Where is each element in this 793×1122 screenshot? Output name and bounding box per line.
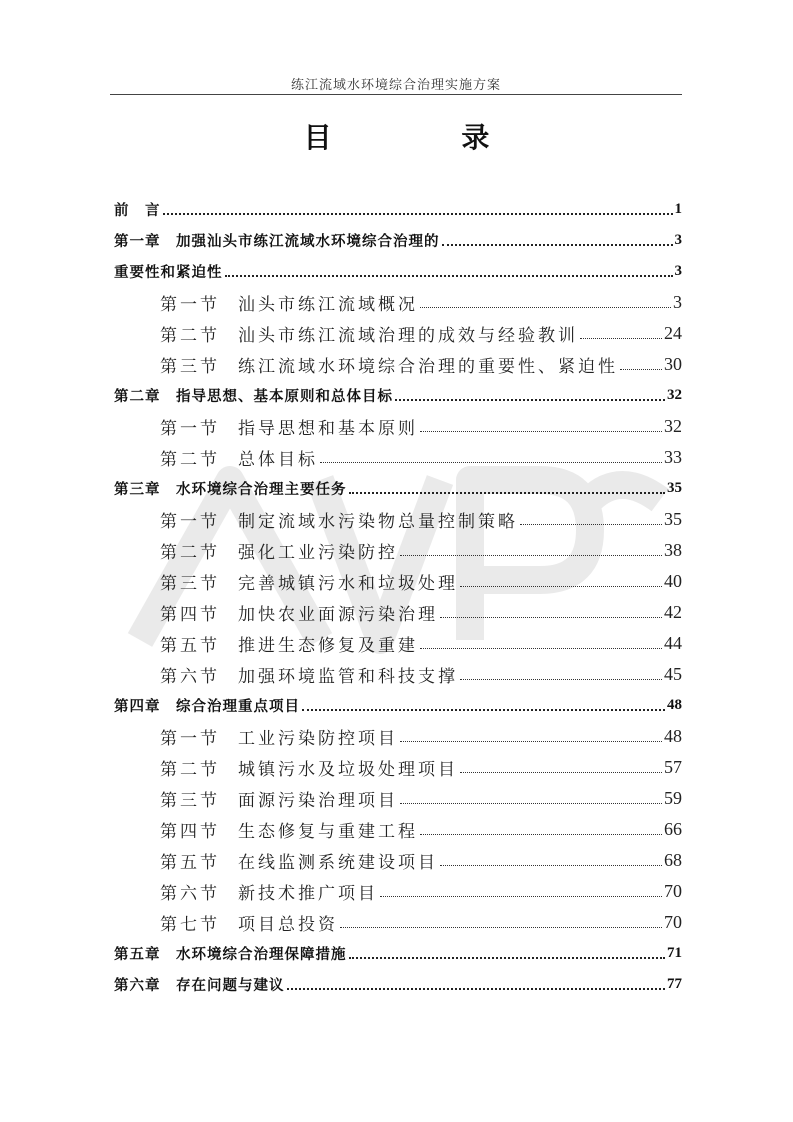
toc-entry-label	[160, 569, 458, 594]
toc-section-number: 第一节	[160, 729, 220, 749]
dot-leader	[580, 337, 662, 339]
toc-page-number: 70	[664, 912, 682, 932]
toc-page-number: 71	[667, 945, 682, 961]
dot-leader	[460, 585, 662, 587]
toc-section-entry[interactable]	[114, 752, 682, 783]
toc-chapter-entry[interactable]	[114, 194, 682, 225]
header-rule	[110, 94, 682, 95]
toc-entry-label: 重要性和紧迫性	[114, 265, 223, 281]
toc-section-number: 第六节	[160, 884, 220, 904]
toc-entry-label: 第二章 指导思想、基本原则和总体目标	[114, 389, 393, 405]
toc-page-number: 1	[674, 201, 682, 217]
toc-section-title: 新技术推广项目	[238, 884, 378, 904]
toc-page-number: 33	[664, 447, 682, 467]
toc-section-entry[interactable]	[114, 659, 682, 690]
toc-page-number: 48	[664, 726, 682, 746]
dot-leader	[440, 616, 662, 618]
toc-section-entry[interactable]	[114, 318, 682, 349]
toc-section-title: 加强环境监管和科技支撑	[238, 667, 458, 687]
dot-leader	[420, 430, 662, 432]
toc-chapter-entry[interactable]	[114, 690, 682, 721]
toc-section-entry[interactable]	[114, 287, 682, 318]
toc-page-number: 70	[664, 881, 682, 901]
dot-leader	[460, 678, 662, 680]
table-of-contents	[114, 194, 682, 1000]
toc-section-number: 第七节	[160, 915, 220, 935]
toc-entry-label	[160, 445, 318, 470]
toc-chapter-entry[interactable]	[114, 938, 682, 969]
toc-section-number: 第一节	[160, 295, 220, 315]
toc-section-number: 第二节	[160, 326, 220, 346]
dot-leader	[340, 926, 662, 928]
toc-section-number: 第三节	[160, 791, 220, 811]
dot-leader	[620, 368, 662, 370]
toc-chapter-entry[interactable]	[114, 969, 682, 1000]
toc-section-entry[interactable]	[114, 907, 682, 938]
toc-entry-label	[160, 755, 458, 780]
toc-section-title: 生态修复与重建工程	[238, 822, 418, 842]
toc-section-title: 在线监测系统建设项目	[238, 853, 438, 873]
toc-page-number: 38	[664, 540, 682, 560]
dot-leader	[302, 708, 665, 711]
toc-section-title: 制定流域水污染物总量控制策略	[238, 512, 518, 532]
toc-section-entry[interactable]	[114, 442, 682, 473]
toc-page-number: 45	[664, 664, 682, 684]
toc-entry-label: 第三章 水环境综合治理主要任务	[114, 482, 347, 498]
toc-entry-label	[160, 724, 398, 749]
dot-leader	[440, 864, 662, 866]
toc-entry-label: 第五章 水环境综合治理保障措施	[114, 947, 347, 963]
dot-leader	[420, 306, 671, 308]
toc-page-number: 59	[664, 788, 682, 808]
toc-entry-label: 第六章 存在问题与建议	[114, 978, 285, 994]
toc-page-number: 48	[667, 697, 682, 713]
toc-entry-label	[160, 817, 418, 842]
toc-chapter-entry[interactable]	[114, 473, 682, 504]
toc-entry-label	[160, 600, 438, 625]
toc-entry-label	[160, 879, 378, 904]
toc-page-number: 32	[664, 416, 682, 436]
toc-page-number: 3	[674, 263, 682, 279]
toc-section-number: 第五节	[160, 853, 220, 873]
dot-leader	[287, 987, 666, 990]
toc-entry-label	[160, 848, 438, 873]
dot-leader	[400, 802, 662, 804]
toc-section-entry[interactable]	[114, 566, 682, 597]
toc-section-title: 强化工业污染防控	[238, 543, 398, 563]
dot-leader	[163, 212, 673, 215]
dot-leader	[420, 647, 662, 649]
toc-section-number: 第二节	[160, 450, 220, 470]
toc-section-entry[interactable]	[114, 876, 682, 907]
toc-page-number: 35	[664, 509, 682, 529]
running-header: 练江流域水环境综合治理实施方案	[290, 78, 501, 93]
dot-leader	[460, 771, 662, 773]
toc-section-title: 汕头市练江流域概况	[238, 295, 418, 315]
dot-leader	[320, 461, 662, 463]
toc-page-number: 35	[667, 480, 682, 496]
toc-section-title: 面源污染治理项目	[238, 791, 398, 811]
toc-section-title: 加快农业面源污染治理	[238, 605, 438, 625]
dot-leader	[225, 274, 673, 277]
toc-section-number: 第一节	[160, 512, 220, 532]
toc-section-number: 第四节	[160, 822, 220, 842]
toc-section-number: 第四节	[160, 605, 220, 625]
toc-section-number: 第三节	[160, 574, 220, 594]
toc-entry-label	[160, 662, 458, 687]
dot-leader	[420, 833, 662, 835]
toc-section-entry[interactable]	[114, 349, 682, 380]
dot-leader	[349, 956, 666, 959]
toc-section-number: 第三节	[160, 357, 220, 377]
dot-leader	[395, 398, 665, 401]
toc-entry-label	[160, 352, 618, 377]
toc-section-number: 第六节	[160, 667, 220, 687]
dot-leader	[520, 523, 662, 525]
toc-section-number: 第五节	[160, 636, 220, 656]
toc-section-title: 工业污染防控项目	[238, 729, 398, 749]
toc-entry-label: 前 言	[114, 203, 161, 219]
toc-page-number: 30	[664, 354, 682, 374]
toc-chapter-entry[interactable]	[114, 225, 682, 256]
toc-page-number: 77	[667, 976, 682, 992]
toc-section-title: 汕头市练江流域治理的成效与经验教训	[238, 326, 578, 346]
toc-page-number: 42	[664, 602, 682, 622]
toc-page-number: 3	[674, 232, 682, 248]
toc-section-entry[interactable]	[114, 721, 682, 752]
toc-section-entry[interactable]	[114, 504, 682, 535]
toc-section-entry[interactable]	[114, 814, 682, 845]
toc-chapter-entry[interactable]	[114, 256, 682, 287]
toc-page-number: 40	[664, 571, 682, 591]
toc-entry-label: 第四章 综合治理重点项目	[114, 699, 300, 715]
toc-section-title: 练江流域水环境综合治理的重要性、紧迫性	[238, 357, 618, 377]
toc-page-number: 44	[664, 633, 682, 653]
toc-section-number: 第一节	[160, 419, 220, 439]
toc-chapter-entry[interactable]	[114, 380, 682, 411]
toc-section-title: 指导思想和基本原则	[238, 419, 418, 439]
toc-section-title: 项目总投资	[238, 915, 338, 935]
toc-section-entry[interactable]	[114, 783, 682, 814]
toc-section-number: 第二节	[160, 543, 220, 563]
toc-page-number: 68	[664, 850, 682, 870]
dot-leader	[349, 491, 666, 494]
toc-section-entry[interactable]	[114, 411, 682, 442]
dot-leader	[380, 895, 662, 897]
toc-page-number: 32	[667, 387, 682, 403]
toc-section-entry[interactable]	[114, 845, 682, 876]
toc-page-number: 66	[664, 819, 682, 839]
toc-section-entry[interactable]	[114, 628, 682, 659]
toc-page-number: 24	[664, 323, 682, 343]
toc-section-entry[interactable]	[114, 535, 682, 566]
toc-section-title: 推进生态修复及重建	[238, 636, 418, 656]
dot-leader	[442, 243, 673, 246]
toc-page-number: 57	[664, 757, 682, 777]
toc-entry-label	[160, 538, 398, 563]
toc-entry-label	[160, 321, 578, 346]
toc-section-number: 第二节	[160, 760, 220, 780]
toc-entry-label: 第一章 加强汕头市练江流域水环境综合治理的	[114, 234, 440, 250]
toc-entry-label	[160, 507, 518, 532]
toc-entry-label	[160, 910, 338, 935]
toc-entry-label	[160, 631, 418, 656]
toc-section-title: 总体目标	[238, 450, 318, 470]
toc-section-title: 完善城镇污水和垃圾处理	[238, 574, 458, 594]
toc-title: 目 录	[303, 121, 550, 154]
toc-entry-label	[160, 786, 398, 811]
toc-page-number: 3	[673, 292, 682, 312]
toc-entry-label	[160, 414, 418, 439]
toc-entry-label	[160, 290, 418, 315]
toc-section-entry[interactable]	[114, 597, 682, 628]
dot-leader	[400, 554, 662, 556]
toc-section-title: 城镇污水及垃圾处理项目	[238, 760, 458, 780]
dot-leader	[400, 740, 662, 742]
